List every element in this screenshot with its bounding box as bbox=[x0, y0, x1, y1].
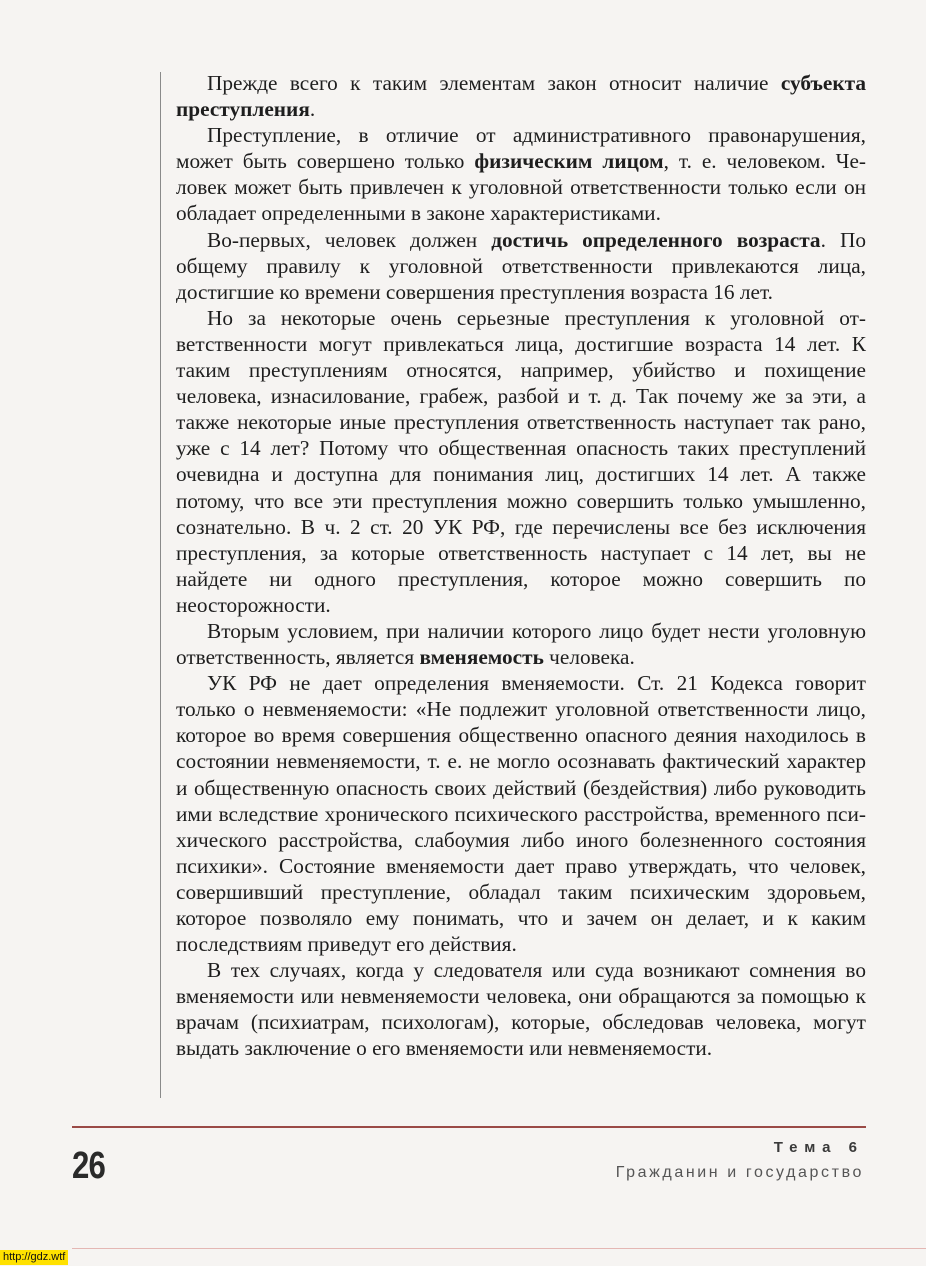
body-text bbox=[176, 70, 866, 1062]
paragraph bbox=[176, 670, 866, 957]
margin-rule bbox=[160, 72, 161, 1098]
text-run: Но за некоторые очень серьезные преступления к уголовной ответственности могут привлекаться лица, достигшие возраста 14 лет. К таким преступлениям относятся, например, убийство и похищение человека, изнасилование, грабеж, разбой и т. д. Так почему же за эти, а также некоторые иные преступления ответственность наступает так рано, уже с 14 лет? Потому что общественная опасность таких преступлений очевидна и доступна для понимания лиц, достигших 14 лет. А также потому, что все эти преступления можно совершить только умышленно, сознательно. В ч. 2 ст. 20 УК РФ, где перечислены все без исключения преступления, за которые ответственность наступает с 14 лет, вы не найдете ни одного преступления, которое можно совершить по неосторожности. bbox=[176, 305, 866, 617]
bold-term: достичь определенного возраста bbox=[491, 227, 821, 252]
text-run: , т. е. человеком. Человек может быть привлечен к уголовной ответственности только если он обладает определенными в законе характеристиками. bbox=[176, 149, 866, 226]
footer-divider bbox=[72, 1126, 866, 1128]
text-run: Вторым условием, при наличии которого лицо будет нести уголовную ответственность, является bbox=[176, 618, 866, 670]
watermark-link[interactable]: http://gdz.wtf bbox=[0, 1250, 68, 1265]
paragraph bbox=[176, 227, 866, 305]
bold-term: субъекта преступления bbox=[176, 71, 866, 122]
text-run: В тех случаях, когда у следователя или суда возникают сомнения во вменяемости или невменяемости человека, они обращаются за помощью к врачам (психиатрам, психологам), которые, обследовав человека, могут выдать заключение о его вменяемости или невменяемости. bbox=[176, 958, 866, 1061]
page-number: 26 bbox=[72, 1145, 106, 1187]
bold-term: физическим лицом bbox=[474, 149, 664, 174]
text-run: . bbox=[309, 97, 316, 122]
text-run: . По общему правилу к уголовной ответственности привлекаются лица, достигшие ко времени совершения преступления возраста 16 лет. bbox=[176, 227, 866, 304]
bold-term: вменяемость bbox=[419, 645, 544, 670]
text-run: Преступление, в отличие от административного правонарушения, может быть совершено только bbox=[176, 123, 866, 174]
text-run: Во-первых, человек должен bbox=[207, 227, 492, 252]
paragraph bbox=[176, 618, 866, 670]
section-subtitle: Гражданин и государство bbox=[615, 1164, 864, 1181]
bottom-divider bbox=[72, 1248, 926, 1249]
paragraph bbox=[176, 305, 866, 618]
paragraph bbox=[176, 70, 866, 122]
topic-label: Тема 6 bbox=[773, 1139, 864, 1156]
text-run: УК РФ не дает определения вменяемости. Ст. 21 Кодекса говорит только о невменяемости: «Не подлежит уголовной ответственности лицо, которое во время совершения общественно опасного деяния находилось в состоянии невменяемости, т. е. не могло осознавать фактический характер и общественную опасность своих действий (бездействия) либо руководить ими вследствие хронического психического расстройства, временного психического расстройства, слабоумия либо иного болезненного состояния психики». Состояние вменяемости дает право утверждать, что человек, совершивший преступление, обладал таким психическим здоровьем, которое позволяло ему понимать, что и зачем он делает, и к каким последствиям приведут его действия. bbox=[176, 671, 866, 957]
paragraph bbox=[176, 122, 866, 226]
text-run: Прежде всего к таким элементам закон относит наличие bbox=[207, 71, 781, 95]
paragraph bbox=[176, 957, 866, 1061]
text-run: человека. bbox=[543, 645, 635, 670]
